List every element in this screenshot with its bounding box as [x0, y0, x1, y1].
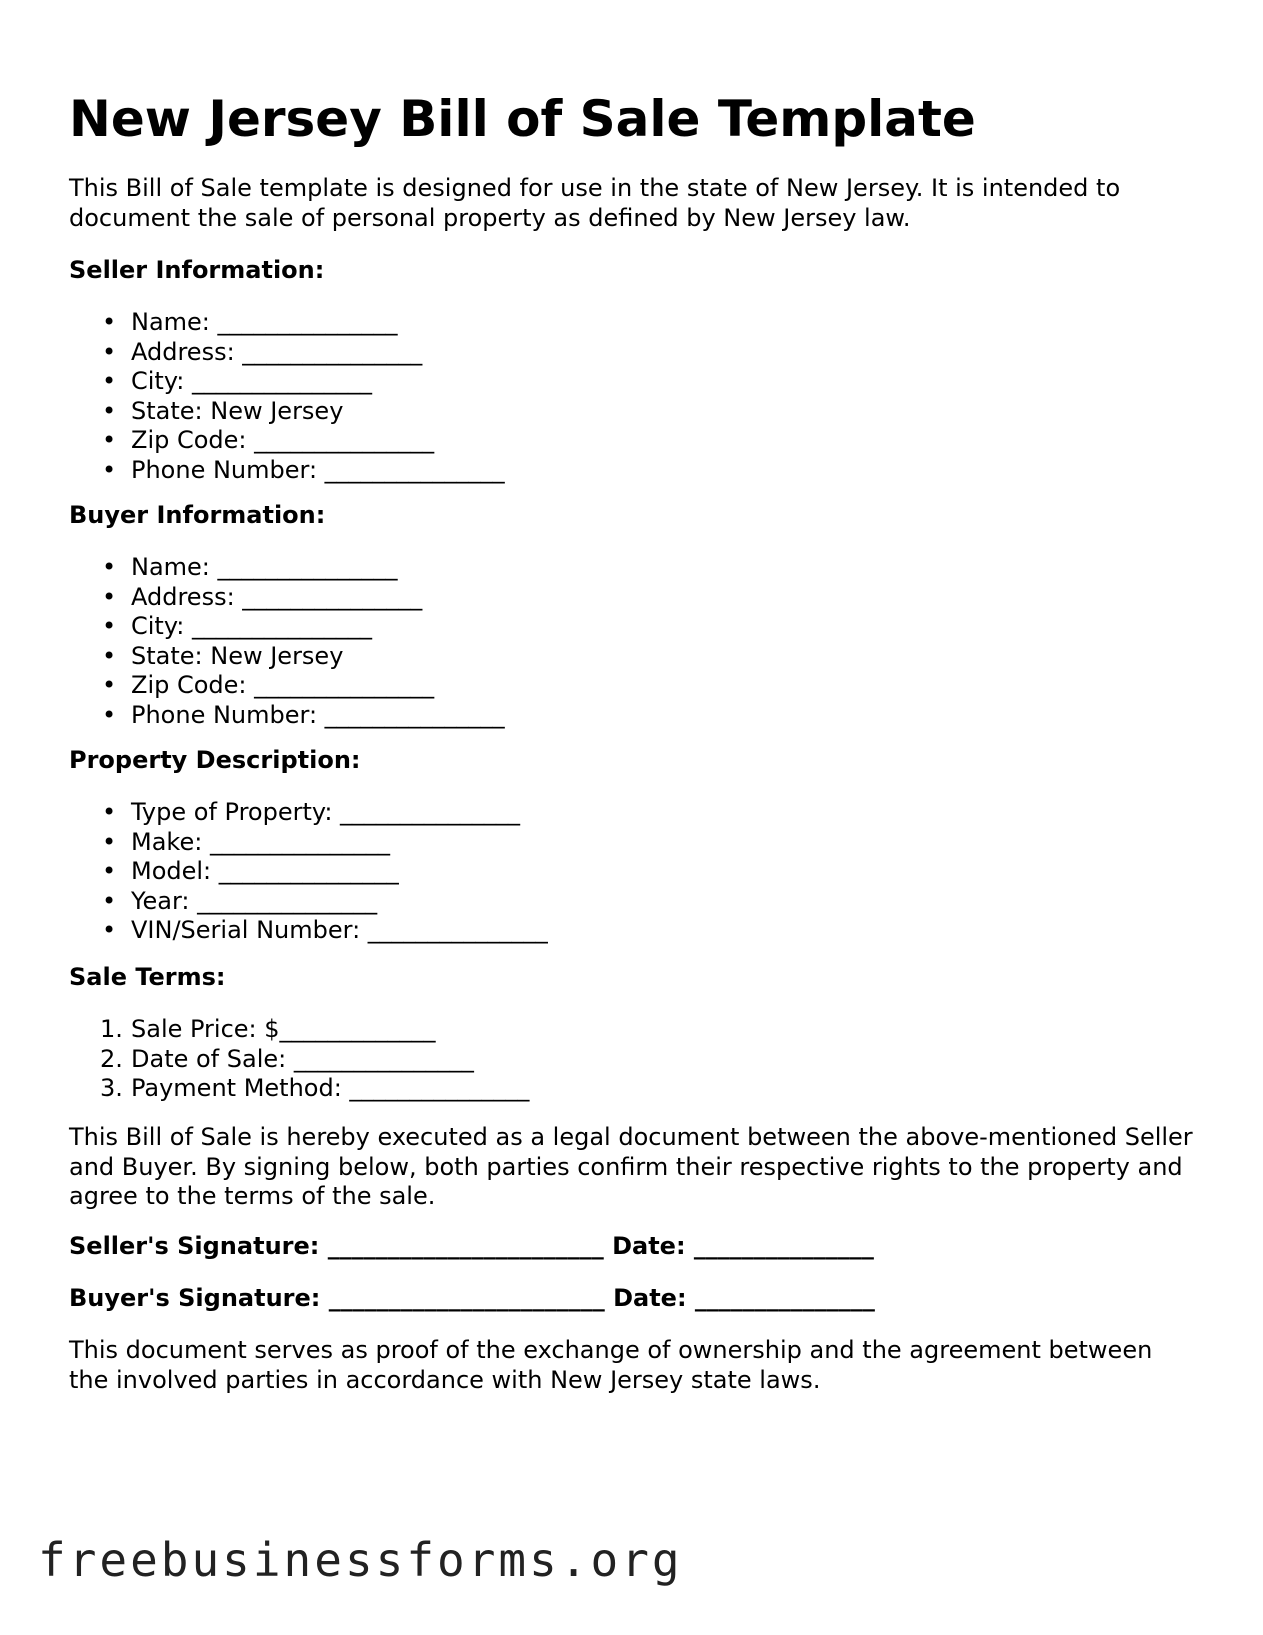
buyer-address-item: • Address: _______________: [69, 583, 505, 613]
seller-heading: Seller Information:: [69, 256, 325, 284]
property-year-item: • Year: _______________: [69, 887, 548, 917]
execution-paragraph: This Bill of Sale is hereby executed as a legal document between the above-mentioned Seller and Buyer. By signing below, both parties confirm their respective rights to the property and agree to the terms of the sale.: [69, 1123, 1193, 1210]
terms-item-text: Payment Method: _______________: [131, 1074, 530, 1102]
property-list: [69, 798, 548, 946]
buyer-name-item: • Name: _______________: [69, 553, 505, 583]
list-number: 1.: [100, 1015, 123, 1043]
page-title: New Jersey Bill of Sale Template: [69, 90, 976, 148]
buyer-city-item: • City: _______________: [69, 612, 505, 642]
site-watermark: freebusinessforms.org: [38, 1533, 683, 1587]
property-heading: Property Description:: [69, 746, 361, 774]
terms-date-item: [69, 1045, 529, 1075]
buyer-zip-item: • Zip Code: _______________: [69, 671, 505, 701]
list-number: 3.: [100, 1074, 123, 1102]
property-vin-item: • VIN/Serial Number: _______________: [69, 916, 548, 946]
seller-city-item: • City: _______________: [69, 367, 505, 397]
property-make-item: • Make: _______________: [69, 828, 548, 858]
terms-list: [69, 1015, 529, 1104]
seller-name-item: • Name: _______________: [69, 308, 505, 338]
terms-price-item: [69, 1015, 529, 1045]
seller-address-item: • Address: _______________: [69, 338, 505, 368]
buyer-list: [69, 553, 505, 730]
property-type-item: • Type of Property: _______________: [69, 798, 548, 828]
seller-zip-item: • Zip Code: _______________: [69, 426, 505, 456]
buyer-phone-item: • Phone Number: _______________: [69, 701, 505, 731]
terms-item-text: Sale Price: $_____________: [131, 1015, 436, 1043]
terms-payment-item: [69, 1074, 529, 1104]
closing-paragraph: This document serves as proof of the exchange of ownership and the agreement between the involved parties in accordance with New Jersey state laws.: [69, 1336, 1153, 1394]
seller-list: [69, 308, 505, 485]
intro-paragraph: This Bill of Sale template is designed for use in the state of New Jersey. It is intended to document the sale of personal property as defined by New Jersey law.: [69, 174, 1121, 232]
seller-state-item: • State: New Jersey: [69, 397, 505, 427]
list-number: 2.: [100, 1044, 123, 1073]
buyer-state-item: • State: New Jersey: [69, 642, 505, 672]
seller-phone-item: • Phone Number: _______________: [69, 456, 505, 486]
buyer-signature-line: Buyer's Signature: _______________________ Date: _______________: [69, 1284, 875, 1312]
buyer-heading: Buyer Information:: [69, 501, 326, 529]
terms-heading: Sale Terms:: [69, 963, 226, 991]
property-model-item: • Model: _______________: [69, 857, 548, 887]
terms-item-text: Date of Sale: _______________: [131, 1044, 474, 1073]
seller-signature-line: Seller's Signature: _______________________ Date: _______________: [69, 1232, 874, 1260]
